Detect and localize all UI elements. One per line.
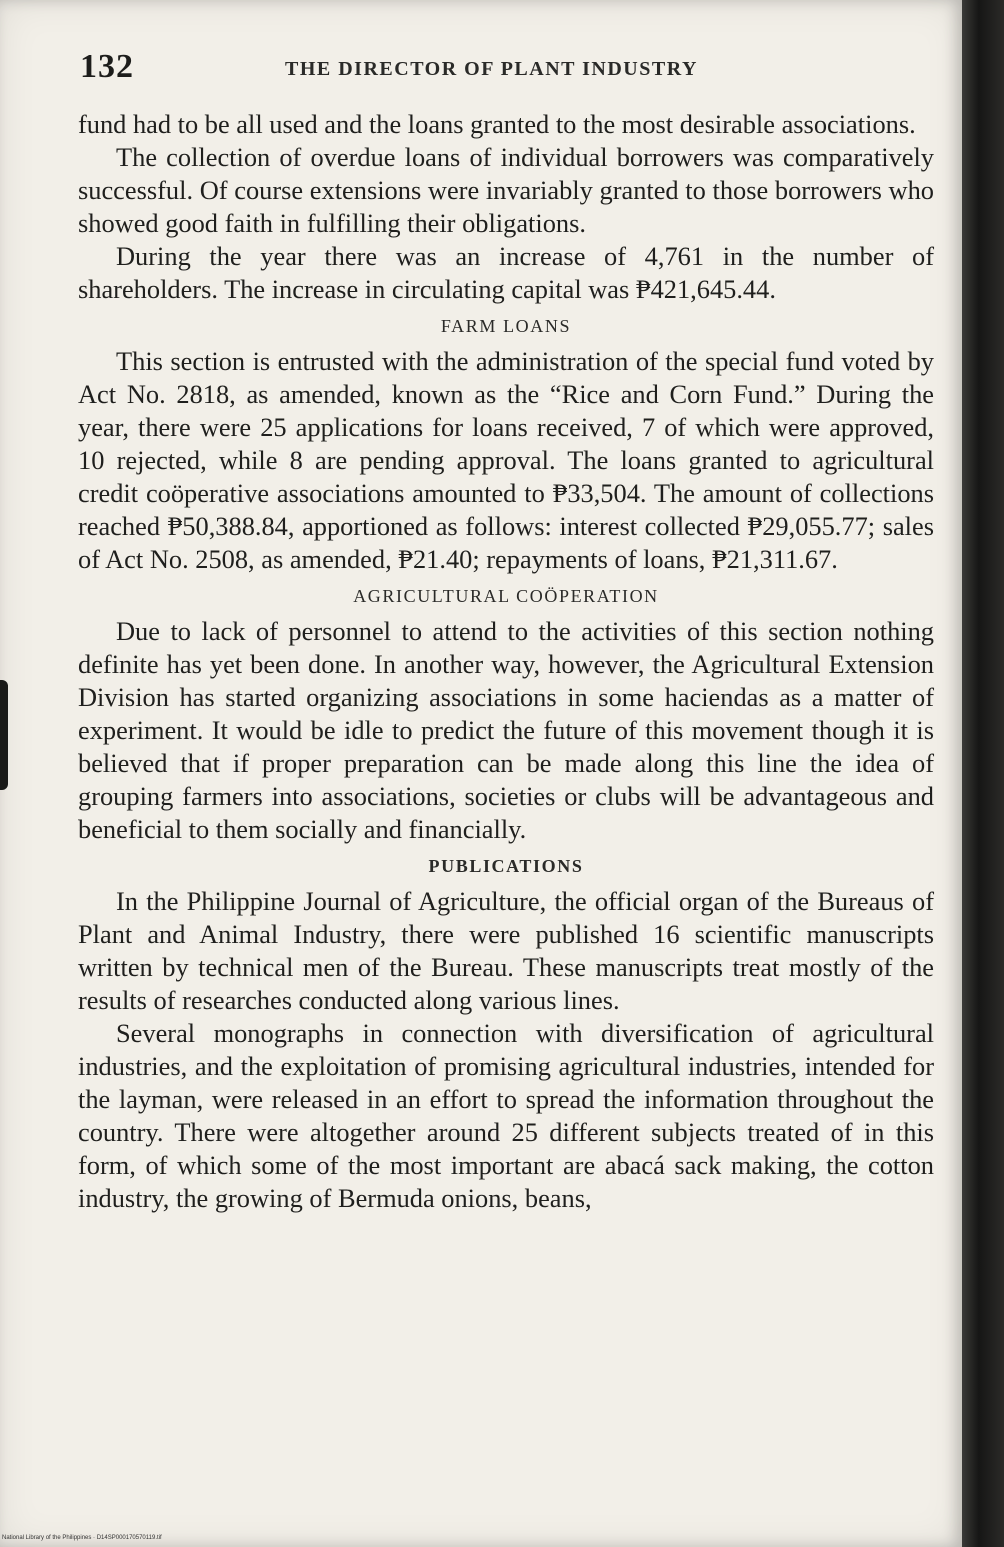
section-heading-agricultural-cooperation: AGRICULTURAL COÖPERATION — [353, 586, 659, 606]
page-header — [80, 48, 940, 88]
running-title: THE DIRECTOR OF PLANT INDUSTRY — [285, 58, 698, 80]
scan-footer: National Library of the Philippines · D14SP000170570119.tif — [2, 1535, 162, 1541]
section-heading-farm-loans: FARM LOANS — [440, 316, 572, 336]
paragraph-agricultural-cooperation: Due to lack of personnel to attend to the activities of this section nothing definite has yet been done. In another way, however, the Agricultural Extension Division has started organizing associations in some haciendas as a matter of experiment. It would be idle to predict the future of this movement though it is believed that if proper preparation can be made along this line the idea of grouping farmers into associations, societies or clubs will be advantageous and beneficial to them socially and financially. — [78, 616, 934, 844]
paragraph-journal: In the Philippine Journal of Agriculture, the official organ of the Bureaus of Plant and Animal Industry, there were published 16 scientific manuscripts written by technical men of the Bureau. These manuscripts treat mostly of the results of researches conducted along various lines. — [78, 886, 934, 1015]
paragraph-fund-continuation: fund had to be all used and the loans granted to the most desirable associations. — [78, 109, 916, 139]
page-edge-shadow — [0, 680, 8, 790]
section-heading-publications: PUBLICATIONS — [428, 856, 584, 876]
book-spine — [962, 0, 1004, 1547]
paragraph-monographs: Several monographs in connection with diversification of agricultural industries, and the exploitation of promising agricultural industries, intended for the layman, were released in an effort to spread the information throughout the country. There were altogether around 25 different subjects treated of in this form, of which some of the most important are abacá sack making, the cotton industry, the growing of Bermuda onions, beans, — [78, 1018, 934, 1213]
page-number: 132 — [80, 48, 134, 85]
paragraph-farm-loans: This section is entrusted with the administration of the special fund voted by Act No. 2818, as amended, known as the “Rice and Corn Fund.” During the year, there were 25 applications for loans received, 7 of which were approved, 10 rejected, while 8 are pending approval. The loans granted to agricultural credit coöperative associations amounted to ₱33,504. The amount of collections reached ₱50,388.84, apportioned as follows: interest collected ₱29,055.77; sales of Act No. 2508, as amended, ₱21.40; repayments of loans, ₱21,311.67. — [78, 346, 934, 574]
paragraph-overdue-loans: The collection of overdue loans of individual borrowers was comparatively successful. Of course extensions were invariably granted to those borrowers who showed good faith in fulfilling their obligations. — [78, 142, 934, 238]
page-body — [78, 108, 934, 1215]
paragraph-shareholders: During the year there was an increase of 4,761 in the number of shareholders. The increase in circulating capital was ₱421,645.44. — [78, 241, 934, 304]
